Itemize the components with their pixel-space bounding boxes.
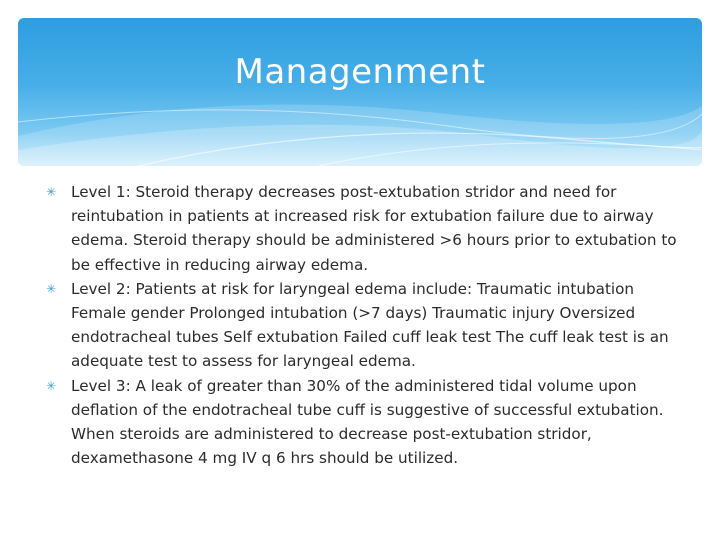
title-banner: [18, 18, 702, 166]
bullet-text: Level 3: A leak of greater than 30% of the administered tidal volume upon deflation of the endotracheal tube cuff is suggestive of successful extubation. When steroids are administered to decrease post-extubation stridor, dexamethasone 4 mg IV q 6 hrs should be utilized.: [71, 376, 664, 468]
list-item: [46, 277, 686, 374]
list-item: [46, 180, 686, 277]
asterisk-icon: ✳: [46, 378, 57, 393]
asterisk-icon: ✳: [46, 185, 57, 199]
bullet-text: Level 2: Patients at risk for laryngeal edema include: Traumatic intubation Female gender Prolonged intubation (>7 days) Traumatic injury Oversized endotracheal tubes Self extubation Failed cuff leak test The cuff leak test is an adequate test to assess for laryngeal edema.: [71, 279, 669, 371]
bullet-text: Level 1: Steroid therapy decreases post-extubation stridor and need for reintubation in patients at increased risk for extubation failure due to airway edema. Steroid therapy should be administered >6 hours prior to extubation to be effective in reducing airway edema.: [71, 183, 677, 274]
list-item: [46, 374, 686, 471]
page-title: Managenment: [234, 52, 486, 92]
banner-wave-decoration: [18, 18, 702, 166]
bullet-list: [46, 180, 686, 470]
asterisk-icon: ✳: [46, 281, 57, 296]
